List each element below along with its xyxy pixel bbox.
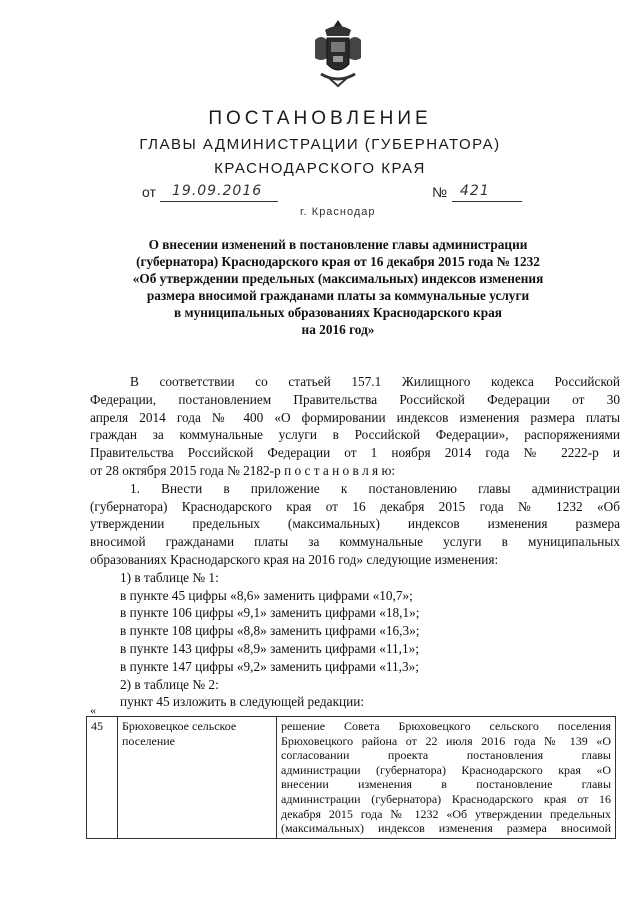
row-number: 45	[87, 717, 118, 839]
decision-line: решение Совета Брюховецкого сельского поселения	[281, 719, 611, 733]
body-line: Федерации, постановлением Правительства Российской Федерации от 30	[90, 391, 620, 407]
body-line: апреля 2014 года № 400 «О формировании индексов изменения размера платы	[90, 409, 620, 425]
decision-line: администрации (губернатора) Краснодарского края «О	[281, 762, 611, 777]
title-line: размера вносимой гражданами платы за коммунальные услуги	[146, 288, 530, 303]
decision-line: администрации (губернатора) Краснодарского края от 16	[281, 791, 611, 806]
title-line: на 2016 год»	[301, 322, 375, 337]
decision-line: согласовании проекта постановления главы	[281, 748, 611, 763]
body-line: в пункте 108 цифры «8,8» заменить цифрами «16,3»;	[120, 623, 420, 639]
number-value: 421	[460, 183, 490, 199]
body-line: в пункте 106 цифры «9,1» заменить цифрами «18,1»;	[120, 605, 420, 621]
settlement-name-line: Брюховецкое сельское	[122, 719, 237, 733]
authority-heading: ГЛАВЫ АДМИНИСТРАЦИИ (ГУБЕРНАТОРА)	[139, 136, 501, 153]
date-value: 19.09.2016	[172, 183, 263, 199]
table-row	[87, 717, 616, 839]
settlement-name	[118, 717, 277, 839]
amendment-table	[86, 716, 616, 839]
body-line: образованиях Краснодарского края на 2016 год» следующие изменения:	[90, 551, 499, 567]
city-label: г. Краснодар	[300, 206, 376, 218]
date-underline	[160, 201, 278, 202]
body-line: 1. Внести в приложение к постановлению главы администрации	[130, 480, 620, 496]
title-line: «Об утверждении предельных (максимальных) индексов изменения	[132, 271, 544, 286]
region-heading: КРАСНОДАРСКОГО КРАЯ	[214, 160, 426, 177]
title-line: О внесении изменений в постановление главы администрации	[148, 237, 528, 252]
date-prefix: от	[142, 184, 156, 200]
number-prefix: №	[432, 184, 448, 200]
settlement-name-line: поселение	[122, 733, 176, 748]
number-underline	[452, 201, 522, 202]
body-line: (губернатора) Краснодарского края от 16 декабря 2015 года № 1232 «Об	[90, 498, 620, 514]
body-line: В соответствии со статьей 157.1 Жилищного кодекса Российской	[130, 374, 620, 389]
body-line: в пункте 45 цифры «8,6» заменить цифрами «10,7»;	[120, 587, 413, 603]
body-line: в пункте 147 цифры «9,2» заменить цифрами «11,3»;	[120, 658, 419, 674]
body-line: вносимой гражданами платы за коммунальные услуги в муниципальных	[90, 534, 620, 550]
decision-line: Брюховецкого района от 22 июля 2016 года № 139 «О	[281, 733, 611, 748]
decision-line: (максимальных) индексов изменения размера вносимой	[281, 821, 611, 836]
document-title	[110, 236, 566, 338]
body-line: граждан за коммунальные услуги в Российской Федерации», распоряжениями	[90, 427, 620, 443]
coat-of-arms-emblem	[311, 18, 365, 88]
body-line: 1) в таблице № 1:	[120, 569, 219, 585]
decision-text	[277, 717, 616, 839]
body-line: утверждении предельных (максимальных) индексов изменения размера	[90, 516, 620, 532]
document-body	[90, 373, 620, 711]
body-line: пункт 45 изложить в следующей редакции:	[120, 694, 365, 710]
decision-line: декабря 2015 года № 1232 «Об утверждении предельных	[281, 806, 611, 821]
decision-line: внесении изменения в постановление главы	[281, 777, 611, 792]
document-type-heading: ПОСТАНОВЛЕНИЕ	[208, 108, 432, 129]
body-line: Правительства Российской Федерации от 1 ноября 2014 года № 2222-р и	[90, 445, 620, 461]
body-line: от 28 октября 2015 года № 2182-р п о с т а н о в л я ю:	[90, 462, 396, 478]
body-line: 2) в таблице № 2:	[120, 676, 219, 692]
quote-mark: «	[90, 703, 96, 717]
title-line: в муниципальных образованиях Краснодарского края	[174, 305, 502, 320]
body-line: в пункте 143 цифры «8,9» заменить цифрами «11,1»;	[120, 640, 419, 656]
title-line: (губернатора) Краснодарского края от 16 декабря 2015 года № 1232	[136, 254, 540, 269]
